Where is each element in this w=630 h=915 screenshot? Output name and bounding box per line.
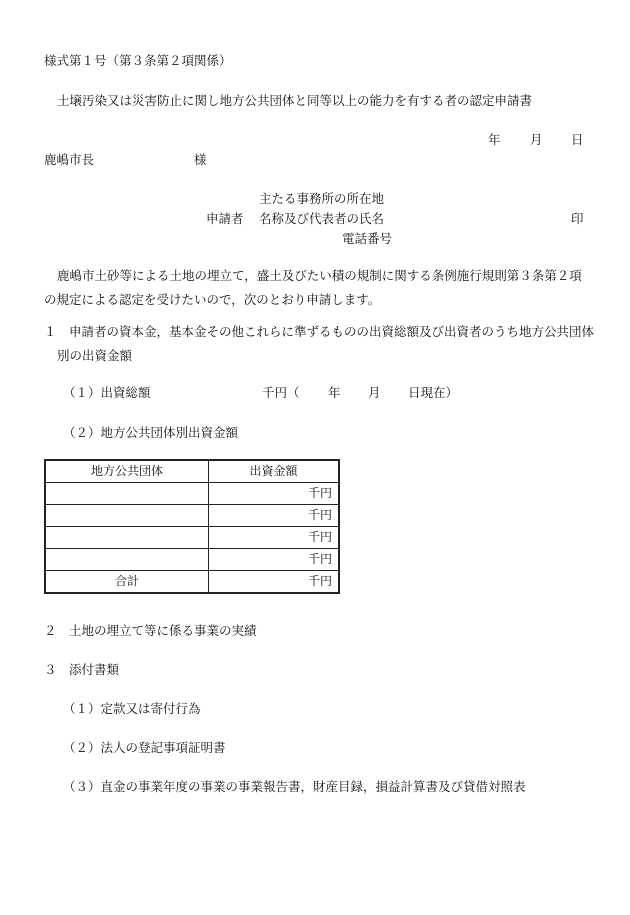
table-row bbox=[45, 483, 339, 505]
total-amount: 千円 bbox=[209, 571, 340, 594]
total-capital-label: （１）出資総額 bbox=[63, 385, 151, 400]
table-row bbox=[45, 505, 339, 527]
header-amount: 出資金額 bbox=[209, 460, 340, 483]
attachment-item: （２）法人の登記事項証明書 bbox=[63, 740, 226, 755]
table-row bbox=[45, 549, 339, 571]
phone-label: 電話番号 bbox=[342, 231, 393, 246]
table-total-row bbox=[45, 571, 339, 594]
row-amount: 千円 bbox=[209, 549, 340, 571]
as-of-suffix: 日現在） bbox=[408, 385, 459, 400]
document-title: 土壌汚染又は災害防止に関し地方公共団体と同等以上の能力を有する者の認定申請書 bbox=[57, 93, 533, 108]
total-label: 合計 bbox=[45, 571, 209, 594]
row-amount: 千円 bbox=[209, 483, 340, 505]
address-label: 主たる事務所の所在地 bbox=[259, 191, 385, 206]
section3-title: ３ 添付書類 bbox=[44, 662, 120, 677]
applicant-label: 申請者 bbox=[206, 211, 244, 226]
attachment-item: （１）定款又は寄付行為 bbox=[63, 701, 201, 716]
section2-title: ２ 土地の埋立て等に係る事業の実績 bbox=[44, 623, 257, 638]
total-capital-unit: 千円（ bbox=[262, 385, 300, 400]
date-month: 月 bbox=[530, 132, 543, 147]
as-of-year: 年 bbox=[328, 385, 341, 400]
name-label: 名称及び代表者の氏名 bbox=[259, 211, 385, 226]
row-name bbox=[45, 549, 209, 571]
header-local-government: 地方公共団体 bbox=[45, 460, 209, 483]
funds-table bbox=[44, 459, 340, 594]
row-name bbox=[45, 505, 209, 527]
row-name bbox=[45, 483, 209, 505]
seal-mark: 印 bbox=[571, 211, 584, 226]
section1-text: １ 申請者の資本金，基本金その他これらに準ずるものの出資総額及び出資者のうち地方公共団体別の出資金額 bbox=[44, 324, 595, 363]
as-of-month: 月 bbox=[368, 385, 381, 400]
local-gov-funds-label: （２）地方公共団体別出資金額 bbox=[63, 425, 239, 440]
row-name bbox=[45, 527, 209, 549]
addressee-name: 鹿嶋市長 bbox=[44, 152, 95, 167]
form-number: 様式第１号（第３条第２項関係） bbox=[44, 53, 232, 68]
table-header-row bbox=[45, 460, 339, 483]
row-amount: 千円 bbox=[209, 527, 340, 549]
addressee-honorific: 様 bbox=[194, 152, 207, 167]
attachment-item: （３）直金の事業年度の事業の事業報告書，財産目録，損益計算書及び貸借対照表 bbox=[63, 779, 526, 794]
table-row bbox=[45, 527, 339, 549]
intro-paragraph: 鹿嶋市土砂等による土地の埋立て，盛土及びたい積の規制に関する条例施行規則第３条第２項の規定による認定を受けたいので，次のとおり申請します。 bbox=[44, 268, 582, 307]
date-year: 年 bbox=[488, 132, 501, 147]
date-day: 日 bbox=[571, 132, 584, 147]
row-amount: 千円 bbox=[209, 505, 340, 527]
